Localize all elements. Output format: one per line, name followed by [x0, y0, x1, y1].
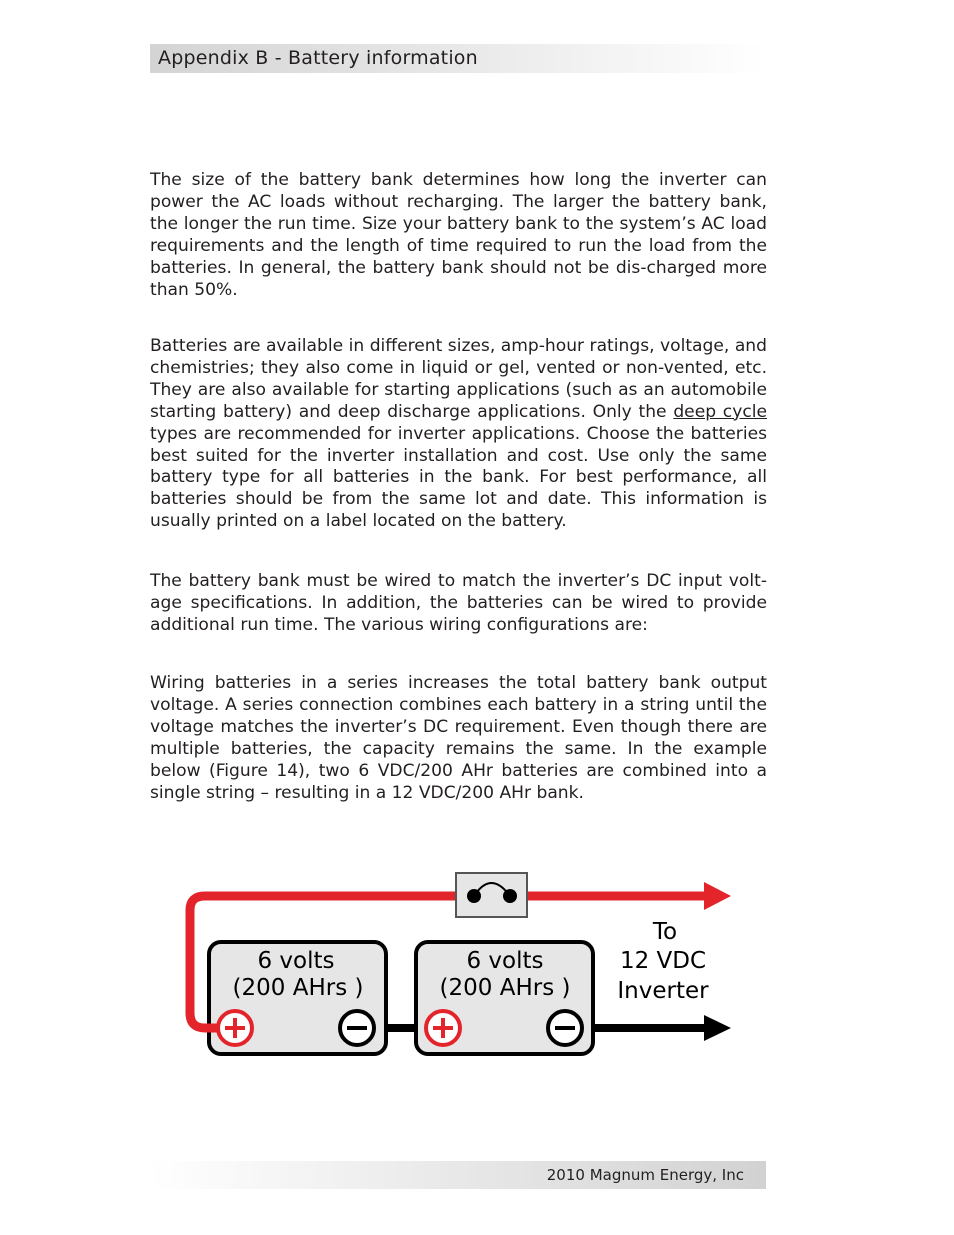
paragraph-battery-bank-size: The size of the battery bank determines how long the inverter can power the AC loads without recharging. The larger the battery bank, the longer the run time. Size your battery bank to the system’s AC load requirements and the length of time required to run the load from the batteries. In general, the battery bank should not be dis-charged more than 50%.: [150, 170, 767, 300]
battery-2-voltage: 6 volts: [466, 948, 544, 974]
paragraph-text: Batteries are available in different sizes, amp-hour ratings, voltage, and chemistries; they also come in liquid or gel, vented or non-vented, etc. They are also available for starting applications (such as an automobile starting battery) and deep discharge applications. Only the: [150, 336, 767, 422]
paragraph-series-wiring: Wiring batteries in a series increases the total battery bank output voltage. A series connection combines each battery in a string until the voltage matches the inverter’s DC requirement. Even though there are multiple batteries, the capacity remains the same. In the example below (Figure 14), two 6 VDC/200 AHr batteries are combined into a single string – resulting in a 12 VDC/200 AHr bank.: [150, 673, 767, 803]
positive-arrow-icon: [704, 882, 731, 910]
footer-copyright: 2010 Magnum Energy, Inc: [546, 1166, 744, 1184]
battery-2-capacity: (200 AHrs ): [439, 975, 571, 1001]
deep-cycle-underlined: deep cycle: [673, 401, 767, 422]
page-title: Appendix B - Battery information: [158, 47, 478, 69]
battery-1-voltage: 6 volts: [257, 948, 335, 974]
fuse-terminal-left: [467, 889, 481, 903]
negative-arrow-icon: [704, 1015, 731, 1041]
paragraph-text: types are recommended for inverter applications. Choose the batteries best suited for the inverter installation and cost. Use only the same battery type for all batteries in the bank. For best performance, all batteries should be from the same lot and date. This information is usually printed on a label located on the battery.: [150, 423, 767, 532]
paragraph-battery-wiring: The battery bank must be wired to match the inverter’s DC input volt-age specifications. In addition, the batteries can be wired to provide additional run time. The various wiring configurations are:: [150, 571, 767, 635]
battery-2-negative-terminal-icon: [548, 1011, 582, 1045]
battery-2-positive-terminal-icon: [426, 1011, 460, 1045]
battery-1-negative-terminal-icon: [340, 1011, 374, 1045]
battery-1-positive-terminal-icon: [218, 1011, 252, 1045]
destination-label-line3: Inverter: [617, 978, 709, 1004]
battery-1-capacity: (200 AHrs ): [232, 975, 364, 1001]
fuse-terminal-right: [503, 889, 517, 903]
page-footer: [150, 1161, 766, 1189]
destination-label-line1: To: [652, 919, 678, 945]
destination-label-line2: 12 VDC: [619, 948, 707, 974]
